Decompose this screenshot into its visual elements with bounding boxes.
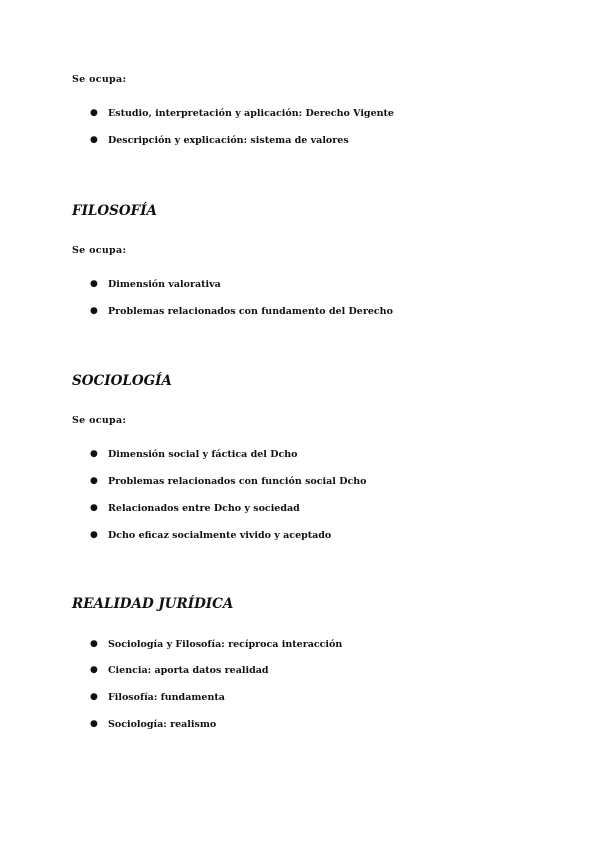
list-item [90,692,225,703]
heading-sociologia: SOCIOLOGÍA [72,373,172,389]
list-item: ● Estudio, interpretación y aplicación: Derecho Vigente [90,108,394,119]
bullet-icon: ● [90,639,98,649]
list-item: ● Problemas relacionados con función social Dcho [90,476,367,487]
list-item: ● Problemas relacionados con fundamento del Derecho [90,306,393,317]
bullet-icon: ● [90,530,98,540]
item-lead: Filosofía: [108,692,158,703]
item-rest: realismo [166,719,217,730]
heading-realidad-juridica: REALIDAD JURÍDICA [72,596,234,612]
item-lead: Sociología: [108,719,167,730]
bullet-icon: ● [90,449,98,459]
list-item [90,639,342,650]
list-item: ● Dimensión valorativa [90,279,221,290]
se-ocupa-label-2: Se ocupa: [72,245,127,256]
bullet-icon: ● [90,692,98,702]
bullet-icon: ● [90,108,98,118]
item-rest: aporta datos realidad [151,665,269,676]
heading-filosofia: FILOSOFÍA [72,203,158,219]
list-item [90,665,269,676]
bullet-icon: ● [90,476,98,486]
list-item: ● Relacionados entre Dcho y sociedad [90,503,300,514]
bullet-icon: ● [90,503,98,513]
se-ocupa-label-1: Se ocupa: [72,74,127,85]
bullet-icon: ● [90,665,98,675]
list-item: ● Dcho eficaz socialmente vivido y aceptado [90,530,332,541]
bullet-icon: ● [90,279,98,289]
list-item [90,719,216,730]
bullet-icon: ● [90,135,98,145]
bullet-icon: ● [90,719,98,729]
list-item: ● Dimensión social y fáctica del Dcho [90,449,298,460]
se-ocupa-label-3: Se ocupa: [72,415,127,426]
item-lead: Ciencia: [108,665,152,676]
item-lead: Sociología y Filosofía: [108,639,225,650]
item-rest: fundamenta [157,692,225,703]
item-rest: recíproca interacción [224,639,343,650]
bullet-icon: ● [90,306,98,316]
list-item: ● Descripción y explicación: sistema de valores [90,135,349,146]
